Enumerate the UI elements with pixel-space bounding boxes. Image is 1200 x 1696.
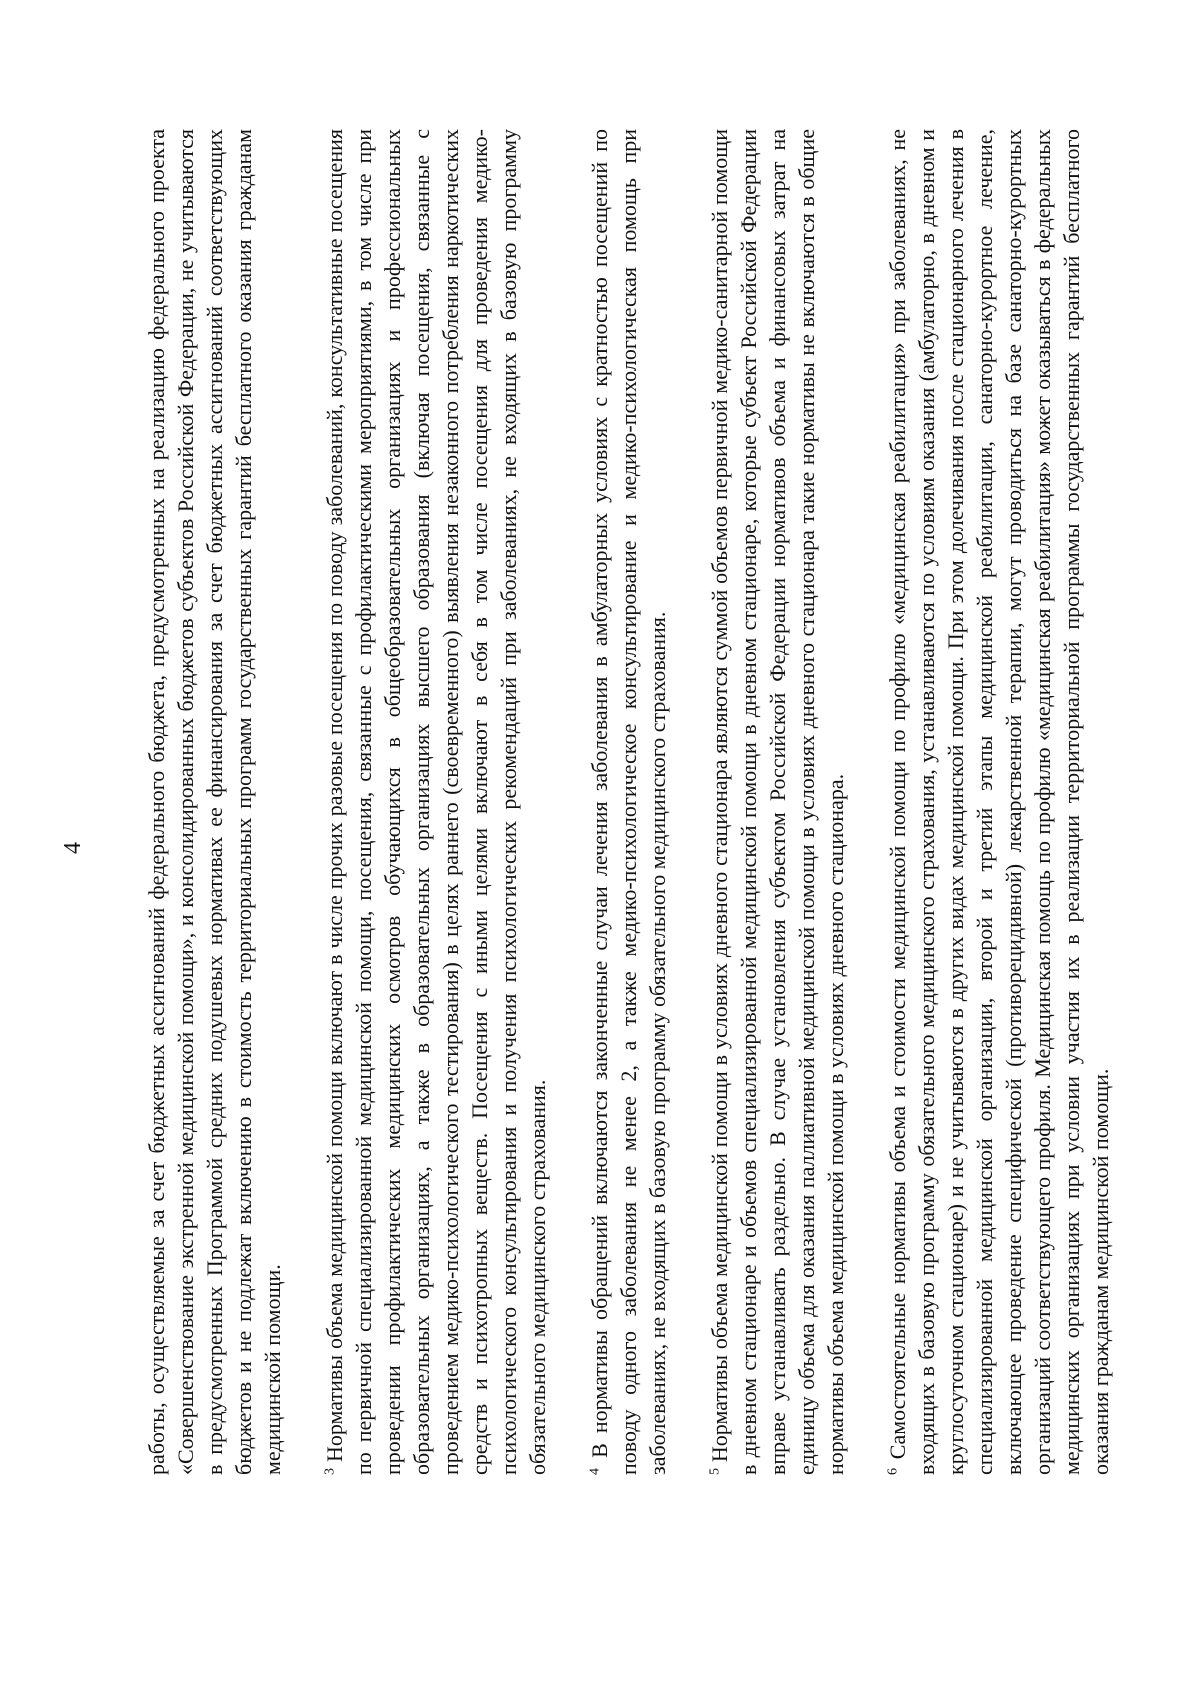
- footnote-text: Самостоятельные нормативы объема и стоимости медицинской помощи по профилю «медицинская реабилитация» при заболеваниях, не входящих в базовую программу обязательного медицинского страхования, устанавливаются по условиям оказания (амбулаторно, в дневном и круглосуточном стационаре) и не учитываются в других видах медицинской помощи. При этом долечивания после стационарного лечения в специализированной медицинской организации, второй и третий этапы медицинской реабилитации, санаторно-курортное лечение, включающее проведение специфической (противорецидивной) лекарственной терапии, могут проводиться на базе санаторно-курортных организаций соответствующего профиля. Медицинская помощь по профилю «медицинская реабилитация» может оказываться в федеральных медицинских организациях при условии участия их в реализации территориальной программы государственных гарантий бесплатного оказания гражданам медицинской помощи.: [885, 128, 1113, 1475]
- footnote-text: Нормативы объема медицинской помощи в условиях дневного стационара являются суммой объемов первичной медико-санитарной помощи в дневном стационаре и объемов специализированной медицинской помощи в дневном стационаре, которые субъект Российской Федерации вправе устанавливать раздельно. В случае установления субъектом Российской Федерации нормативов объема и финансовых затрат на единицу объема для оказания паллиативной медицинской помощи в условиях дневного стационара такие нормативы не включаются в общие нормативы объема медицинской помощи в условиях дневного стационара.: [707, 128, 848, 1475]
- footnotes-block: [142, 129, 1148, 1475]
- footnote-marker: 6: [885, 1468, 901, 1475]
- footnote-marker: 3: [322, 1468, 338, 1475]
- footnote-4: [585, 129, 672, 1475]
- footnote-text: Нормативы объема медицинской помощи включают в числе прочих разовые посещения по поводу заболеваний, консультативные посещения по первичной специализированной медицинской помощи, посещения, связанные с профилактическими мероприятиями, в том числе при проведении профилактических медицинских осмотров обучающихся в общеобразовательных организациях и профессиональных образовательных организациях, а также в образовательных организациях высшего образования (включая посещения, связанные с проведением медико-психологического тестирования) в целях раннего (своевременного) выявления незаконного потребления наркотических средств и психотропных веществ. Посещения с иными целями включают в себя в том числе посещения для проведения медико-психологического консультирования и получения психологических рекомендаций при заболеваниях, не входящих в базовую программу обязательного медицинского страхования.: [322, 129, 550, 1475]
- footnote-text: работы, осуществляемые за счет бюджетных ассигнований федерального бюджета, предусмотренных на реализацию федерального проекта «Совершенствование экстренной медицинской помощи», и консолидированных бюджетов субъектов Российской Федерации, не учитываются в предусмотренных Программой средних подушевых нормативах ее финансирования за счет бюджетных ассигнований соответствующих бюджетов и не подлежат включению в стоимость территориальных программ государственных гарантий бесплатного оказания гражданам медицинской помощи.: [144, 129, 285, 1475]
- page-number: 4: [60, 842, 86, 854]
- footnote-5: [705, 129, 850, 1475]
- footnote-marker: 4: [587, 1468, 603, 1475]
- footnote-3: [320, 129, 552, 1475]
- footnote-continuation: [142, 129, 287, 1475]
- footnote-6: [883, 129, 1115, 1475]
- footnote-text: В нормативы обращений включаются законченные случаи лечения заболевания в амбулаторных условиях с кратностью посещений по поводу одного заболевания не менее 2, а также медико-психологическое консультирование и медико-психологическая помощь при заболеваниях, не входящих в базовую программу обязательного медицинского страхования.: [587, 128, 670, 1475]
- footnote-marker: 5: [707, 1468, 723, 1475]
